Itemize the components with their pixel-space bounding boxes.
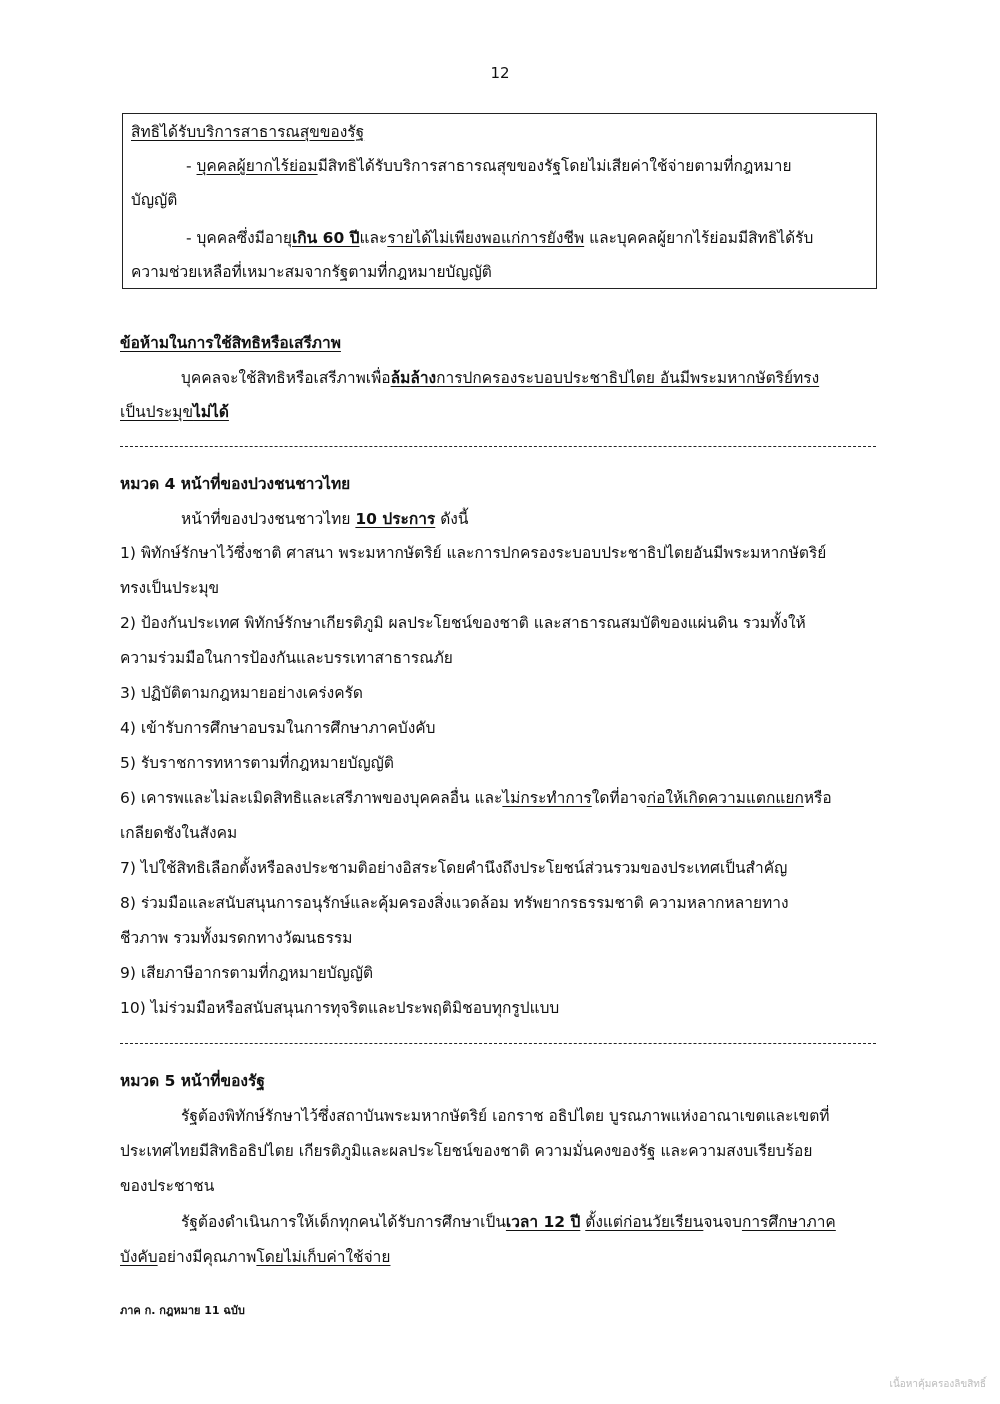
footer-text: ภาค ก. กฎหมาย 11 ฉบับ (120, 1304, 245, 1317)
separator (120, 1043, 876, 1044)
duty-7: 7) ไปใช้สิทธิเลือกตั้งหรือลงประชามติอย่างอิสระโดยคำนึงถึงประโยชน์ส่วนรวมของประเทศเป็นสำคัญ (120, 859, 788, 877)
duty-9: 9) เสียภาษีอากรตามที่กฎหมายบัญญัติ (120, 964, 374, 982)
duty-10: 10) ไม่ร่วมมือหรือสนับสนุนการทุจริตและประพฤติมิชอบทุกรูปแบบ (120, 999, 560, 1017)
chapter-5-para-2: รัฐต้องดำเนินการให้เด็กทุกคนได้รับการศึกษาเป็นเวลา 12 ปี ตั้งแต่ก่อนวัยเรียนจนจบการศึกษาภาค (181, 1213, 836, 1231)
chapter-4-intro: หน้าที่ของปวงชนชาวไทย 10 ประการ ดังนี้ (181, 510, 469, 528)
duty-6-cont: เกลียดชังในสังคม (120, 824, 238, 842)
duty-6: 6) เคารพและไม่ละเมิดสิทธิและเสรีภาพของบุคคลอื่น และไม่กระทำการใดที่อาจก่อให้เกิดความแตกแยกหรือ (120, 789, 832, 807)
chapter-5-para-1-cont: ประเทศไทยมีสิทธิอธิปไตย เกียรติภูมิและผลประโยชน์ของชาติ ความมั่นคงของรัฐ และความสงบเรียบร้อย (120, 1142, 813, 1160)
page-number: 12 (490, 64, 510, 82)
box-item-2-cont: ความช่วยเหลือที่เหมาะสมจากรัฐตามที่กฎหมายบัญญัติ (131, 263, 492, 281)
chapter-5-heading: หมวด 5 หน้าที่ของรัฐ (120, 1072, 265, 1090)
box-item-1: - บุคคลผู้ยากไร้ย่อมมีสิทธิได้รับบริการสาธารณสุขของรัฐโดยไม่เสียค่าใช้จ่ายตามที่กฎหมาย (186, 157, 792, 175)
chapter-5-para-2-cont: บังคับอย่างมีคุณภาพโดยไม่เก็บค่าใช้จ่าย (120, 1248, 391, 1266)
duty-8: 8) ร่วมมือและสนับสนุนการอนุรักษ์และคุ้มครองสิ่งแวดล้อม ทรัพยากรธรรมชาติ ความหลากหลายทาง (120, 894, 789, 912)
separator (120, 446, 876, 447)
box-item-2: - บุคคลซึ่งมีอายุเกิน 60 ปีและรายได้ไม่เพียงพอแก่การยังชีพ และบุคคลผู้ยากไร้ย่อมมีสิทธิได้รับ (186, 229, 814, 247)
chapter-4-heading: หมวด 4 หน้าที่ของปวงชนชาวไทย (120, 475, 351, 493)
duty-4: 4) เข้ารับการศึกษาอบรมในการศึกษาภาคบังคับ (120, 719, 436, 737)
watermark: เนื้อหาคุ้มครองลิขสิทธิ์ (889, 1379, 986, 1390)
box-title: สิทธิได้รับบริการสาธารณสุขของรัฐ (131, 123, 365, 141)
duty-8-cont: ชีวภาพ รวมทั้งมรดกทางวัฒนธรรม (120, 929, 353, 947)
prohibition-para-2: เป็นประมุขไม่ได้ (120, 403, 229, 421)
duty-2-cont: ความร่วมมือในการป้องกันและบรรเทาสาธารณภัย (120, 649, 453, 667)
duty-5: 5) รับราชการทหารตามที่กฎหมายบัญญัติ (120, 754, 394, 772)
duty-2: 2) ป้องกันประเทศ พิทักษ์รักษาเกียรติภูมิ ผลประโยชน์ของชาติ และสาธารณสมบัติของแผ่นดิน รวมทั้งให้ (120, 614, 806, 632)
duty-1-cont: ทรงเป็นประมุข (120, 579, 220, 597)
duty-3: 3) ปฏิบัติตามกฎหมายอย่างเคร่งครัด (120, 684, 363, 702)
prohibition-heading: ข้อห้ามในการใช้สิทธิหรือเสรีภาพ (120, 334, 341, 352)
chapter-5-para-1-end: ของประชาชน (120, 1177, 215, 1195)
duty-1: 1) พิทักษ์รักษาไว้ซึ่งชาติ ศาสนา พระมหากษัตริย์ และการปกครองระบอบประชาธิปไตยอันมีพระมหากษัตริย์ (120, 544, 827, 562)
prohibition-para-1: บุคคลจะใช้สิทธิหรือเสรีภาพเพื่อล้มล้างการปกครองระบอบประชาธิปไตย อันมีพระมหากษัตริย์ทรง (181, 369, 820, 387)
chapter-5-para-1: รัฐต้องพิทักษ์รักษาไว้ซึ่งสถาบันพระมหากษัตริย์ เอกราช อธิปไตย บูรณภาพแห่งอาณาเขตและเขตที่ (181, 1107, 830, 1125)
box-item-1-cont: บัญญัติ (131, 191, 178, 209)
